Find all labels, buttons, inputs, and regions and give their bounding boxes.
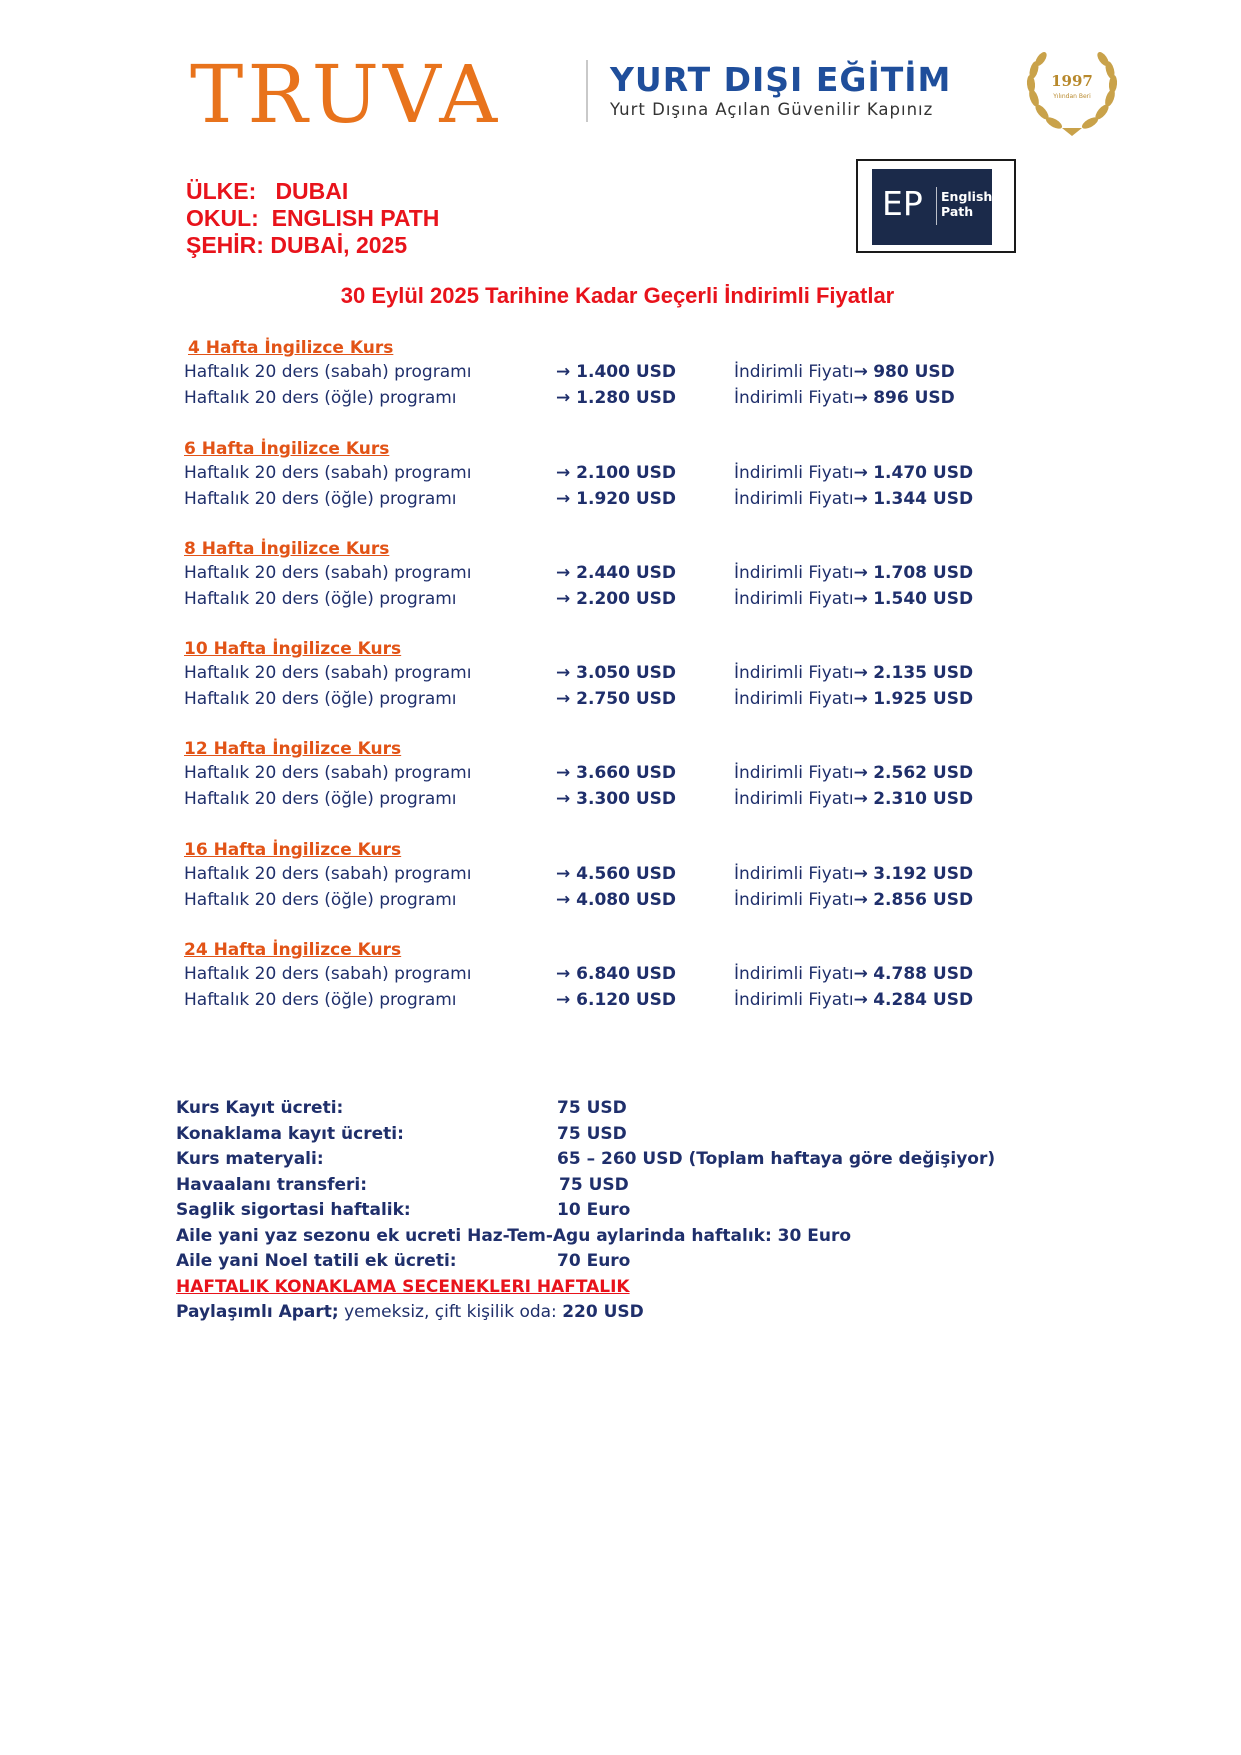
base-price [556, 587, 676, 612]
program-label: Haftalık 20 ders (öğle) programı [184, 688, 457, 709]
fee-row-insurance [176, 1198, 644, 1224]
base-price [556, 761, 676, 786]
arrow-icon: → [556, 563, 571, 583]
course-block [184, 537, 974, 612]
discount-label: İndirimli Fiyatı [734, 889, 854, 910]
program-label: Haftalık 20 ders (sabah) programı [184, 362, 472, 382]
discount-price [734, 587, 973, 612]
discount-label: İndirimli Fiyatı [734, 989, 854, 1010]
discount-price-value: 4.284 USD [873, 989, 974, 1010]
discount-label: İndirimli Fiyatı [734, 788, 854, 809]
fee-label: Havaalanı transferi: [176, 1174, 368, 1195]
program-label: Haftalık 20 ders (sabah) programı [184, 563, 472, 583]
discount-price [734, 561, 973, 586]
arrow-icon: → [556, 488, 571, 509]
course-title: 4 Hafta İngilizce Kurs [188, 338, 394, 358]
school-line: OKUL: ENGLISH PATH [186, 205, 440, 231]
fee-row-accommodation-registration [176, 1122, 644, 1148]
school-logo-divider [936, 187, 937, 225]
course-title: 16 Hafta İngilizce Kurs [184, 840, 402, 860]
document-meta [186, 178, 439, 259]
fee-label: Aile yani Noel tatili ek ücreti: [176, 1251, 457, 1271]
discount-price [734, 862, 973, 887]
discount-price-value: 4.788 USD [873, 964, 974, 984]
course-title: 6 Hafta İngilizce Kurs [184, 439, 390, 459]
discount-price [734, 761, 973, 786]
arrow-icon: → [853, 889, 868, 910]
accommodation-option-price: 220 USD [562, 1302, 644, 1322]
header-divider [586, 60, 588, 122]
base-price [556, 787, 676, 812]
price-row [184, 587, 974, 613]
base-price [556, 487, 676, 512]
discount-price-value: 1.470 USD [873, 463, 974, 483]
school-logo-name-line1: English [941, 189, 993, 204]
arrow-icon: → [556, 864, 571, 884]
laurel-seal-icon [1020, 48, 1124, 138]
fee-value: 10 Euro [557, 1200, 631, 1220]
arrow-icon: → [556, 588, 571, 609]
discount-price [734, 988, 973, 1013]
base-price [556, 360, 676, 385]
school-logo-letters: EP [882, 184, 923, 223]
school-logo-name [941, 189, 992, 219]
brand-block [610, 62, 951, 120]
discount-price [734, 487, 973, 512]
price-row [184, 487, 974, 513]
program-label: Haftalık 20 ders (öğle) programı [184, 488, 457, 509]
program-label: Haftalık 20 ders (öğle) programı [184, 889, 457, 910]
base-price-value: 3.050 USD [576, 663, 677, 683]
fee-value: 75 USD [557, 1123, 627, 1144]
fee-row-transfer [176, 1173, 644, 1199]
discount-price-value: 1.344 USD [873, 488, 974, 509]
discount-price-value: 2.135 USD [873, 663, 974, 683]
fee-label: Saglik sigortasi haftalik: [176, 1200, 411, 1220]
discount-label: İndirimli Fiyatı [734, 563, 854, 583]
discount-price [734, 962, 973, 987]
program-label: Haftalık 20 ders (öğle) programı [184, 387, 457, 408]
arrow-icon: → [853, 763, 868, 783]
fee-value: 65 – 260 USD (Toplam haftaya göre değişiyor) [557, 1149, 996, 1169]
brand-title: YURT DIŞI EĞİTİM [610, 60, 952, 99]
arrow-icon: → [556, 362, 571, 382]
fee-value: 75 USD [557, 1098, 627, 1118]
price-row [184, 787, 974, 813]
program-label: Haftalık 20 ders (sabah) programı [184, 864, 472, 884]
course-block [184, 737, 974, 812]
price-row [184, 661, 974, 687]
accommodation-option [176, 1300, 644, 1325]
price-row [184, 761, 974, 787]
arrow-icon: → [556, 663, 571, 683]
base-price-value: 2.200 USD [576, 588, 677, 609]
discount-price-value: 1.708 USD [873, 563, 974, 583]
discount-price-value: 1.540 USD [873, 588, 974, 609]
school-logo [872, 169, 992, 245]
base-price [556, 461, 676, 486]
fee-value: 70 Euro [557, 1251, 631, 1271]
arrow-icon: → [853, 989, 868, 1010]
program-label: Haftalık 20 ders (öğle) programı [184, 788, 457, 809]
fee-row-christmas-surcharge [176, 1249, 644, 1275]
arrow-icon: → [556, 964, 571, 984]
base-price-value: 2.440 USD [576, 563, 677, 583]
arrow-icon: → [556, 463, 571, 483]
base-price [556, 386, 676, 411]
arrow-icon: → [853, 387, 868, 408]
arrow-icon: → [853, 688, 868, 709]
base-price-value: 6.840 USD [576, 964, 677, 984]
document-title-text: 30 Eylül 2025 Tarihine Kadar Geçerli İndirimli Fiyatlar [340, 283, 895, 308]
base-price-value: 1.920 USD [576, 488, 677, 509]
price-row [184, 888, 974, 914]
discount-price [734, 661, 973, 686]
discount-label: İndirimli Fiyatı [734, 362, 854, 382]
base-price-value: 2.750 USD [576, 688, 677, 709]
program-label: Haftalık 20 ders (öğle) programı [184, 588, 457, 609]
accommodation-heading: HAFTALIK KONAKLAMA SECENEKLERI HAFTALIK [176, 1276, 630, 1297]
arrow-icon: → [853, 663, 868, 683]
program-label: Haftalık 20 ders (sabah) programı [184, 463, 472, 483]
discount-price-value: 2.310 USD [873, 788, 974, 809]
arrow-icon: → [556, 763, 571, 783]
course-title: 12 Hafta İngilizce Kurs [184, 739, 402, 759]
discount-label: İndirimli Fiyatı [734, 964, 854, 984]
discount-label: İndirimli Fiyatı [734, 663, 854, 683]
base-price [556, 687, 676, 712]
discount-label: İndirimli Fiyatı [734, 763, 854, 783]
price-row [184, 461, 974, 487]
discount-price-value: 2.856 USD [873, 889, 974, 910]
discount-price [734, 687, 973, 712]
fee-row-summer-surcharge [176, 1224, 852, 1250]
seal-caption: Yılından Beri [1053, 93, 1091, 100]
arrow-icon: → [853, 362, 868, 382]
price-row [184, 386, 955, 412]
discount-price [734, 787, 973, 812]
base-price [556, 988, 676, 1013]
discount-label: İndirimli Fiyatı [734, 387, 854, 408]
price-row [184, 962, 974, 988]
discount-price [734, 461, 973, 486]
discount-price-value: 3.192 USD [873, 864, 974, 884]
accommodation-option-desc: yemeksiz, çift kişilik oda: [338, 1302, 563, 1322]
fee-full-line: Aile yani yaz sezonu ek ucreti Haz-Tem-Agu aylarinda haftalık: 30 Euro [176, 1225, 852, 1246]
base-price-value: 2.100 USD [576, 463, 677, 483]
course-block [184, 437, 974, 512]
discount-price [734, 888, 973, 913]
base-price-value: 6.120 USD [576, 989, 677, 1010]
arrow-icon: → [853, 964, 868, 984]
price-row [184, 687, 974, 713]
discount-label: İndirimli Fiyatı [734, 588, 854, 609]
fee-row-materials [176, 1147, 996, 1173]
arrow-icon: → [853, 563, 868, 583]
price-row [184, 862, 974, 888]
country-line: ÜLKE: DUBAI [186, 178, 349, 204]
base-price [556, 888, 676, 913]
base-price-value: 4.560 USD [576, 864, 677, 884]
price-row [184, 360, 955, 386]
fee-value: 75 USD [559, 1174, 629, 1195]
base-price-value: 1.400 USD [576, 362, 677, 382]
accommodation-option-name: Paylaşımlı Apart; [176, 1302, 339, 1322]
base-price-value: 1.280 USD [576, 387, 677, 408]
course-block [184, 938, 974, 1013]
arrow-icon: → [556, 788, 571, 809]
discount-label: İndirimli Fiyatı [734, 688, 854, 709]
fee-row-registration [176, 1096, 644, 1122]
course-title: 10 Hafta İngilizce Kurs [184, 639, 402, 659]
arrow-icon: → [556, 889, 571, 910]
discount-label: İndirimli Fiyatı [734, 463, 854, 483]
arrow-icon: → [556, 688, 571, 709]
arrow-icon: → [853, 864, 868, 884]
school-logo-name-line2: Path [941, 204, 974, 219]
fee-label: Konaklama kayıt ücreti: [176, 1123, 404, 1144]
discount-price-value: 980 USD [873, 362, 955, 382]
arrow-icon: → [556, 387, 571, 408]
price-row [184, 561, 974, 587]
program-label: Haftalık 20 ders (sabah) programı [184, 964, 472, 984]
city-line: ŞEHİR: DUBAİ, 2025 [186, 232, 408, 258]
arrow-icon: → [853, 588, 868, 609]
course-title: 8 Hafta İngilizce Kurs [184, 539, 390, 559]
discount-price [734, 360, 955, 385]
discount-price-value: 1.925 USD [873, 688, 974, 709]
base-price [556, 561, 676, 586]
document-title [0, 282, 1241, 310]
base-price [556, 962, 676, 987]
arrow-icon: → [853, 463, 868, 483]
discount-price-value: 896 USD [873, 387, 955, 408]
base-price [556, 661, 676, 686]
arrow-icon: → [556, 989, 571, 1010]
course-title: 24 Hafta İngilizce Kurs [184, 940, 402, 960]
price-row [184, 988, 974, 1014]
base-price-value: 3.300 USD [576, 788, 677, 809]
seal-year: 1997 [1051, 72, 1093, 90]
discount-label: İndirimli Fiyatı [734, 488, 854, 509]
program-label: Haftalık 20 ders (sabah) programı [184, 663, 472, 683]
course-block [184, 637, 974, 712]
discount-label: İndirimli Fiyatı [734, 864, 854, 884]
course-block [184, 838, 974, 913]
arrow-icon: → [853, 488, 868, 509]
truva-logo: TRUVA [190, 48, 502, 141]
fee-label: Kurs Kayıt ücreti: [176, 1098, 344, 1118]
base-price-value: 4.080 USD [576, 889, 677, 910]
discount-price [734, 386, 955, 411]
school-logo-frame [856, 159, 1016, 253]
discount-price-value: 2.562 USD [873, 763, 974, 783]
letterhead [0, 48, 1241, 141]
arrow-icon: → [853, 788, 868, 809]
fee-label: Kurs materyali: [176, 1149, 324, 1169]
program-label: Haftalık 20 ders (öğle) programı [184, 989, 457, 1010]
fees-section [176, 1096, 996, 1325]
brand-slogan: Yurt Dışına Açılan Güvenilir Kapınız [610, 100, 934, 119]
base-price-value: 3.660 USD [576, 763, 677, 783]
program-label: Haftalık 20 ders (sabah) programı [184, 763, 472, 783]
course-block [184, 336, 955, 411]
base-price [556, 862, 676, 887]
